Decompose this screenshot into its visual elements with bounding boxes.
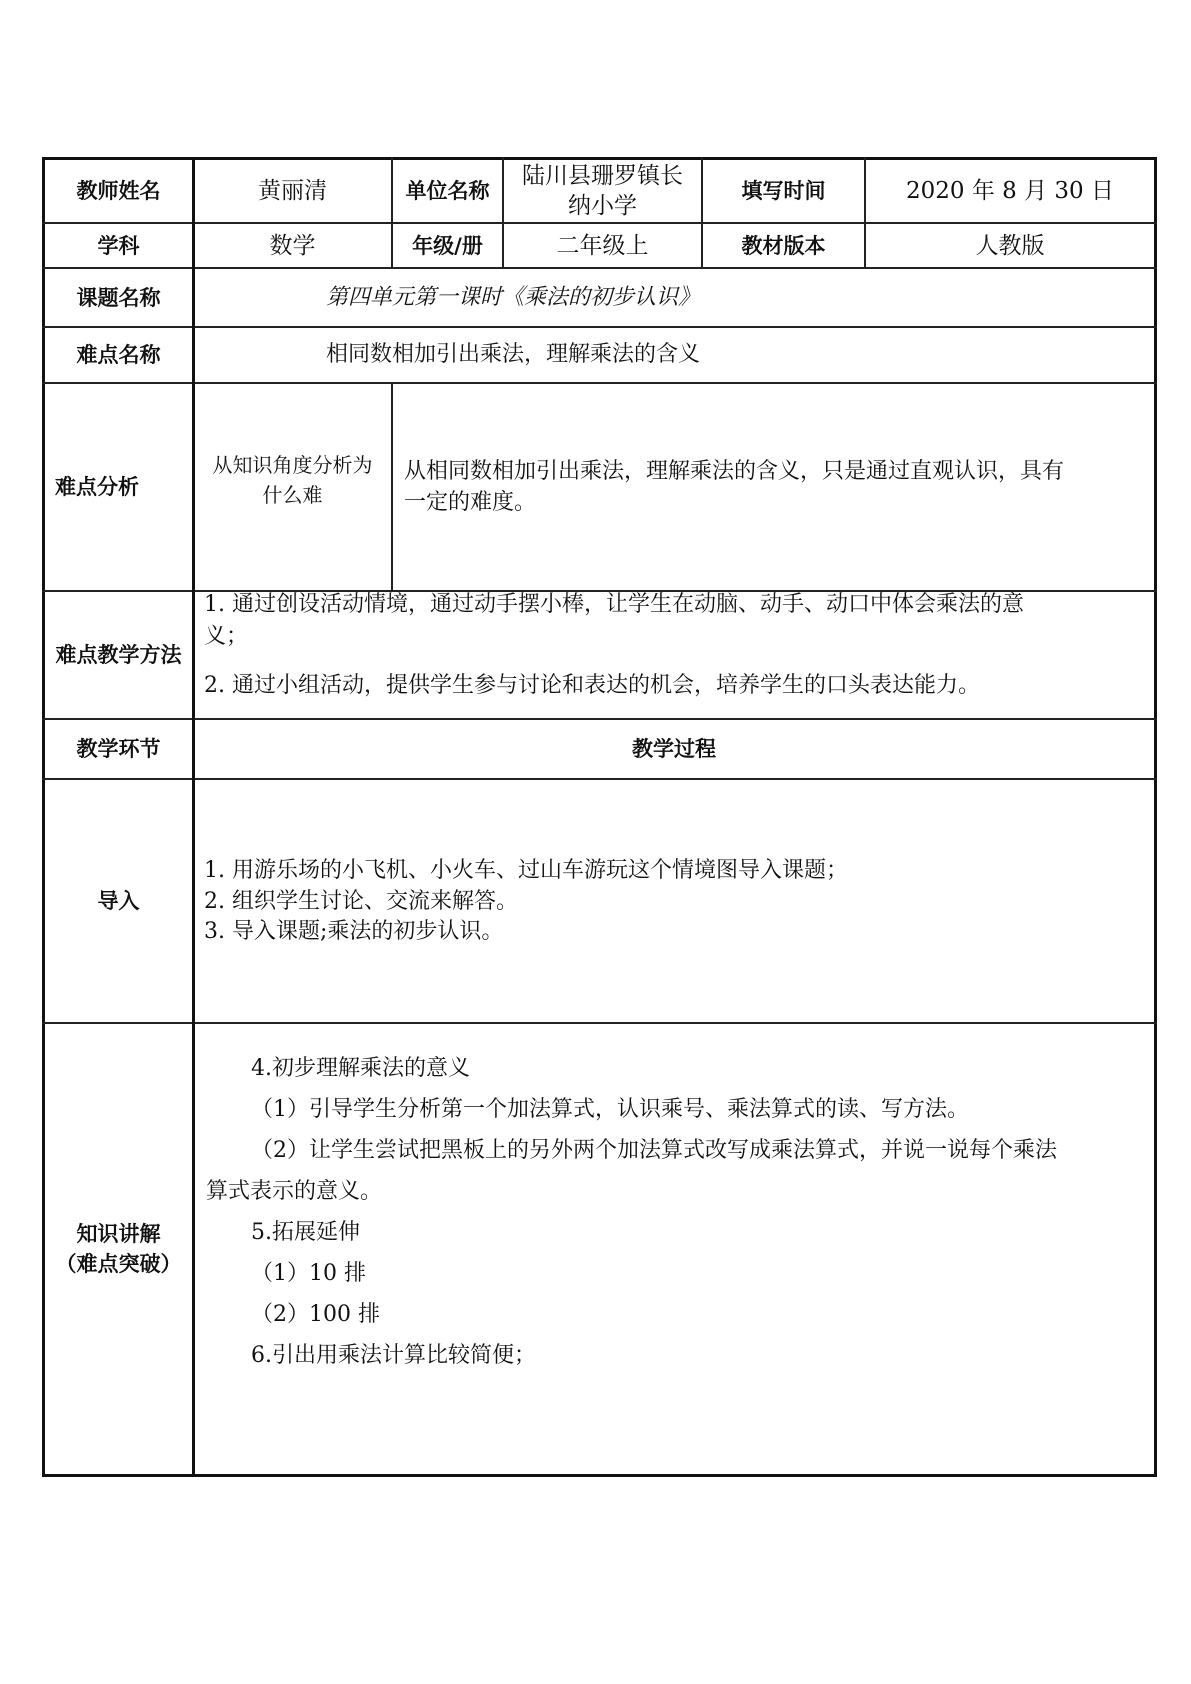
fill-date-value: 2020 年 8 月 30 日 [906, 178, 1114, 204]
intro-item-2: 2. 组织学生讨论、交流来解答。 [204, 889, 518, 914]
knowledge-line: 6.引出用乘法计算比较简便； [251, 1343, 536, 1368]
intro-item-1: 1. 用游乐场的小飞机、小火车、过山车游玩这个情境图导入课题； [204, 858, 848, 883]
knowledge-label [45, 1024, 192, 1474]
analysis-sub-label [194, 444, 391, 516]
knowledge-label-line1: 知识讲解 [76, 1222, 161, 1246]
difficulty-value: 相同数相加引出乘法，理解乘法的含义 [326, 342, 701, 367]
unit-name-line1: 陆川县珊罗镇长 [522, 163, 683, 189]
knowledge-line: 4.初步理解乘法的意义 [251, 1056, 470, 1081]
analysis-sub-label-line1: 从知识角度分析为 [212, 453, 373, 477]
unit-name-value [504, 160, 701, 222]
method-label: 难点教学方法 [55, 643, 182, 667]
knowledge-line: （2）让学生尝试把黑板上的另外两个加法算式改写成乘法算式，并说一说每个乘法 [251, 1138, 1057, 1163]
row-divider [42, 778, 1157, 780]
intro-item-3: 3. 导入课题;乘法的初步认识。 [204, 919, 504, 944]
grade-value: 二年级上 [556, 232, 649, 259]
edition-label: 教材版本 [741, 233, 826, 258]
knowledge-line: 算式表示的意义。 [206, 1179, 383, 1204]
fill-date-label: 填写时间 [741, 179, 826, 203]
unit-name-line2: 纳小学 [568, 193, 637, 219]
method-item1-line1: 1. 通过创设活动情境，通过动手摆小棒，让学生在动脑、动手、动口中体会乘法的意 [204, 592, 1024, 617]
knowledge-line: 5.拓展延伸 [251, 1220, 360, 1245]
subject-value: 数学 [269, 232, 316, 259]
row-divider [42, 1022, 1157, 1024]
topic-value: 第四单元第一课时《乘法的初步认识》 [326, 285, 701, 310]
edition-value: 人教版 [975, 232, 1045, 259]
topic-label: 课题名称 [76, 285, 161, 310]
column-divider [391, 382, 393, 590]
subject-label: 学科 [97, 233, 140, 258]
row-divider [42, 382, 1157, 384]
row-divider [42, 326, 1157, 328]
knowledge-line: （1）引导学生分析第一个加法算式，认识乘号、乘法算式的读、写方法。 [251, 1097, 969, 1122]
difficulty-label: 难点名称 [76, 343, 161, 367]
knowledge-label-line2: （难点突破） [55, 1252, 182, 1276]
analysis-label: 难点分析 [55, 475, 139, 499]
analysis-sub-label-line2: 什么难 [262, 483, 323, 507]
process-header-label: 教学过程 [632, 737, 716, 761]
row-divider [42, 267, 1157, 269]
grade-label: 年级/册 [412, 233, 483, 258]
unit-name-label: 单位名称 [405, 179, 490, 203]
stage-header-label: 教学环节 [76, 737, 161, 761]
column-divider [192, 157, 195, 1477]
analysis-content-line2: 一定的难度。 [404, 490, 537, 515]
method-item1-line2: 义； [204, 624, 249, 649]
knowledge-line: （1）10 排 [251, 1261, 366, 1286]
analysis-content-line1: 从相同数相加引出乘法，理解乘法的含义，只是通过直观认识，具有 [404, 459, 1065, 484]
knowledge-line: （2）100 排 [251, 1302, 380, 1327]
teacher-name-value: 黄丽清 [258, 178, 327, 204]
intro-label: 导入 [97, 889, 140, 913]
teacher-name-label: 教师姓名 [76, 179, 161, 203]
method-item2: 2. 通过小组活动，提供学生参与讨论和表达的机会，培养学生的口头表达能力。 [204, 673, 980, 698]
